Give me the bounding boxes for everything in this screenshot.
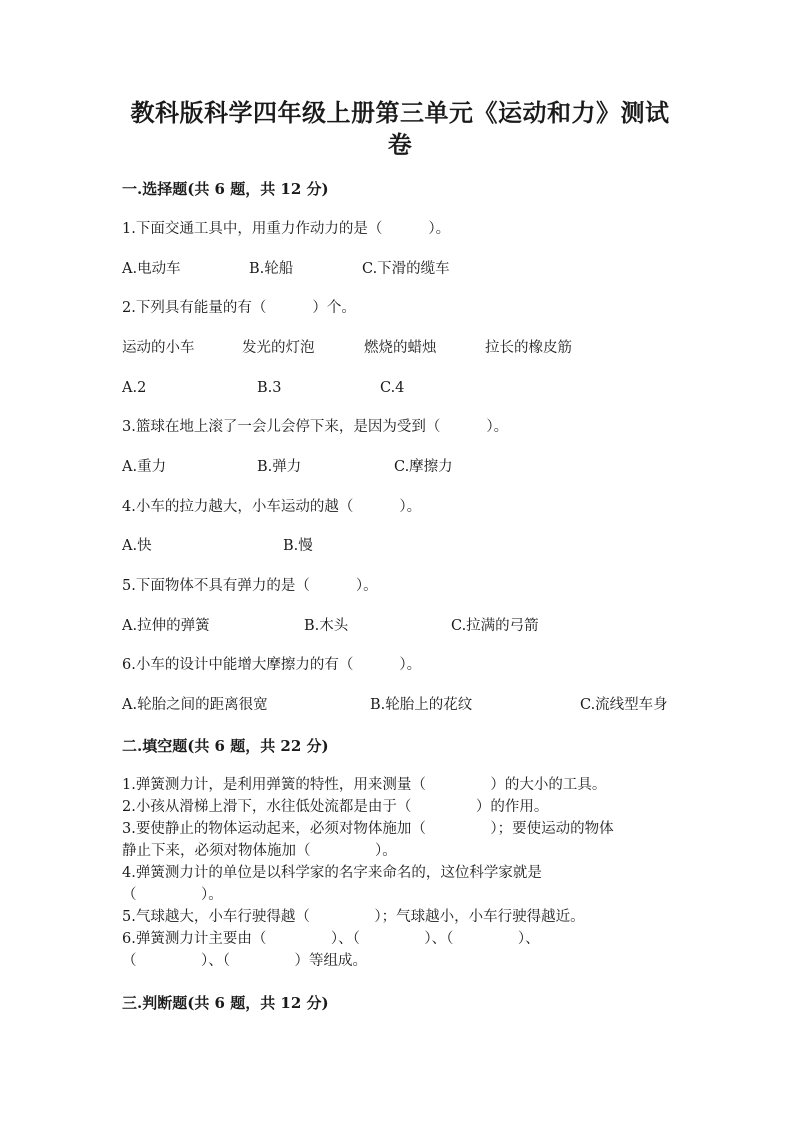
fill-line-1: 1.弹簧测力计，是利用弹簧的特性，用来测量（ ）的大小的工具。 xyxy=(122,777,607,793)
question-6-stem: 6.小车的设计中能增大摩擦力的有（ ）。 xyxy=(122,657,422,673)
fill-line-2: 2.小孩从滑梯上滑下，水往低处流都是由于（ ）的作用。 xyxy=(122,799,549,815)
question-3-option-b: B.弹力 xyxy=(257,459,302,475)
question-2-item-4: 拉长的橡皮筋 xyxy=(485,340,572,356)
question-1-option-a: A.电动车 xyxy=(122,261,181,277)
question-1-option-c: C.下滑的缆车 xyxy=(362,261,450,277)
fill-line-6: （ ）。 xyxy=(122,887,223,903)
question-2-option-c: C.4 xyxy=(380,380,405,396)
question-2-item-3: 燃烧的蜡烛 xyxy=(364,340,437,356)
fill-line-4: 静止下来，必须对物体施加（ ）。 xyxy=(122,843,397,859)
question-2-option-a: A.2 xyxy=(122,380,147,396)
question-2-item-1: 运动的小车 xyxy=(122,340,195,356)
fill-line-5: 4.弹簧测力计的单位是以科学家的名字来命名的，这位科学家就是 xyxy=(122,865,542,881)
question-2-option-b: B.3 xyxy=(257,380,282,396)
question-3-stem: 3.篮球在地上滚了一会儿会停下来，是因为受到（ ）。 xyxy=(122,419,509,435)
fill-line-3: 3.要使静止的物体运动起来，必须对物体施加（ ）；要使运动的物体 xyxy=(122,821,614,837)
section-heading-fill-in: 二.填空题(共 6 题，共 22 分) xyxy=(122,737,329,755)
question-6-option-a: A.轮胎之间的距离很宽 xyxy=(122,697,268,713)
fill-line-7: 5.气球越大，小车行驶得越（ ）；气球越小，小车行驶得越近。 xyxy=(122,909,585,925)
question-2-item-2: 发光的灯泡 xyxy=(242,340,315,356)
question-1-stem: 1.下面交通工具中，用重力作动力的是（ ）。 xyxy=(122,221,451,237)
section-heading-true-false: 三.判断题(共 6 题，共 12 分) xyxy=(122,994,329,1012)
exam-title-line-1: 教科版科学四年级上册第三单元《运动和力》测试 xyxy=(130,98,670,127)
question-3-option-a: A.重力 xyxy=(122,459,167,475)
question-1-option-b: B.轮船 xyxy=(249,261,294,277)
exam-title-line-2: 卷 xyxy=(387,130,413,159)
question-6-option-b: B.轮胎上的花纹 xyxy=(370,697,473,713)
question-5-option-a: A.拉伸的弹簧 xyxy=(122,618,210,634)
section-heading-multiple-choice: 一.选择题(共 6 题，共 12 分) xyxy=(122,180,329,198)
question-5-stem: 5.下面物体不具有弹力的是（ ）。 xyxy=(122,578,378,594)
question-2-stem: 2.下列具有能量的有（ ）个。 xyxy=(122,300,356,316)
question-4-option-a: A.快 xyxy=(122,538,152,554)
fill-line-9: （ ）、（ ）等组成。 xyxy=(122,953,368,969)
question-5-option-c: C.拉满的弓箭 xyxy=(451,618,539,634)
question-4-option-b: B.慢 xyxy=(283,538,313,554)
question-6-option-c: C.流线型车身 xyxy=(580,697,668,713)
question-5-option-b: B.木头 xyxy=(304,618,349,634)
question-4-stem: 4.小车的拉力越大，小车运动的越（ ）。 xyxy=(122,499,422,515)
question-3-option-c: C.摩擦力 xyxy=(394,459,453,475)
fill-line-8: 6.弹簧测力计主要由（ ）、（ ）、（ ）、 xyxy=(122,931,540,947)
